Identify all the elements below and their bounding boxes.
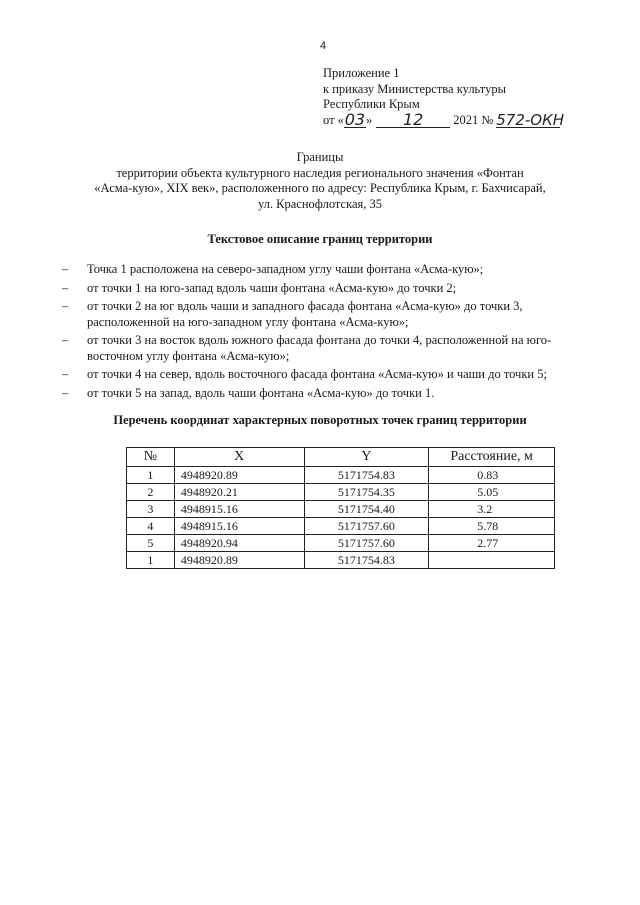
order-day-handwritten: 03: [344, 110, 366, 129]
boundary-description-list: [62, 262, 570, 404]
order-number-handwritten: 572-ОКН: [496, 111, 565, 129]
table-row: [127, 518, 555, 535]
description-item-text: от точки 3 на восток вдоль южного фасада фонтана до точки 4, расположенной на юго-восточном углу фонтана «Асма-кую»;: [87, 333, 552, 363]
y-coordinate-cell: 5171754.83: [304, 552, 429, 569]
point-number-cell: 2: [127, 484, 175, 501]
x-coordinate-cell: 4948915.16: [174, 501, 304, 518]
description-item-text: от точки 4 на север, вдоль восточного фасада фонтана «Асма-кую» и чаши до точки 5;: [87, 367, 547, 381]
page-number: 4: [320, 40, 327, 52]
y-coordinate-cell: 5171754.35: [304, 484, 429, 501]
header-distance: Расстояние, м: [429, 448, 555, 467]
point-number-cell: 1: [127, 552, 175, 569]
table-row: [127, 552, 555, 569]
coordinates-table: [126, 447, 555, 569]
y-coordinate-cell: 5171757.60: [304, 518, 429, 535]
title-line-1: Границы: [296, 150, 344, 164]
description-item: [62, 299, 570, 330]
appendix-line-2: к приказу Министерства культуры: [323, 81, 506, 96]
point-number-cell: 5: [127, 535, 175, 552]
order-year-label: 2021 №: [453, 112, 494, 127]
x-coordinate-cell: 4948920.94: [174, 535, 304, 552]
distance-cell: 5.05: [429, 484, 555, 501]
header-y: Y: [304, 448, 429, 467]
list-dash: –: [62, 333, 69, 347]
description-heading: Текстовое описание границ территории: [207, 232, 433, 246]
list-dash: –: [62, 385, 69, 400]
x-coordinate-cell: 4948920.21: [174, 484, 304, 501]
description-item-text: Точка 1 расположена на северо-западном углу чаши фонтана «Асма-кую»;: [87, 262, 484, 276]
title-line-3: «Асма-кую», XIX век», расположенного по адресу: Республика Крым, г. Бахчисарай,: [94, 181, 546, 195]
x-coordinate-cell: 4948920.89: [174, 467, 304, 484]
y-coordinate-cell: 5171754.83: [304, 467, 429, 484]
point-number-cell: 4: [127, 518, 175, 535]
point-number-cell: 1: [127, 467, 175, 484]
description-item: [62, 333, 570, 364]
distance-cell: 2.77: [429, 535, 555, 552]
description-item: [62, 386, 570, 402]
description-item-text: от точки 2 на юг вдоль чаши и западного фасада фонтана «Асма-кую» до точки 3, расположенной на юго-западном углу фонтана «Асма-кую»;: [87, 299, 523, 329]
order-month-handwritten: 12: [376, 113, 450, 128]
description-item-text: от точки 5 на запад, вдоль чаши фонтана «Асма-кую» до точки 1.: [87, 385, 435, 400]
x-coordinate-cell: 4948915.16: [174, 518, 304, 535]
order-date-number-line: [323, 110, 565, 129]
distance-cell: [429, 552, 555, 569]
list-dash: –: [62, 367, 69, 381]
description-item-text: от точки 1 на юго-запад вдоль чаши фонтана «Асма-кую» до точки 2;: [87, 280, 457, 295]
table-header-row: [127, 448, 555, 467]
list-dash: –: [62, 262, 69, 276]
coordinates-heading: Перечень координат характерных поворотных точек границ территории: [113, 413, 527, 427]
x-coordinate-cell: 4948920.89: [174, 552, 304, 569]
header-number: №: [127, 448, 175, 467]
description-item: [62, 262, 570, 278]
y-coordinate-cell: 5171754.40: [304, 501, 429, 518]
title-line-2: территории объекта культурного наследия регионального значения «Фонтан: [116, 165, 524, 180]
appendix-block: [323, 66, 565, 129]
header-x: X: [174, 448, 304, 467]
order-date-quote-close: »: [365, 112, 373, 127]
description-item: [62, 367, 570, 383]
appendix-line-1: Приложение 1: [323, 66, 400, 80]
list-dash: –: [62, 280, 69, 295]
table-row: [127, 535, 555, 552]
list-dash: –: [62, 299, 69, 313]
order-date-prefix: от «: [323, 112, 344, 127]
table-row: [127, 501, 555, 518]
document-title: [60, 150, 580, 212]
table-row: [127, 484, 555, 501]
description-item: [62, 281, 570, 297]
distance-cell: 0.83: [429, 467, 555, 484]
point-number-cell: 3: [127, 501, 175, 518]
appendix-line-3: Республики Крым: [323, 97, 420, 111]
distance-cell: 3.2: [429, 501, 555, 518]
table-row: [127, 467, 555, 484]
y-coordinate-cell: 5171757.60: [304, 535, 429, 552]
distance-cell: 5.78: [429, 518, 555, 535]
title-line-4: ул. Краснофлотская, 35: [257, 196, 383, 211]
